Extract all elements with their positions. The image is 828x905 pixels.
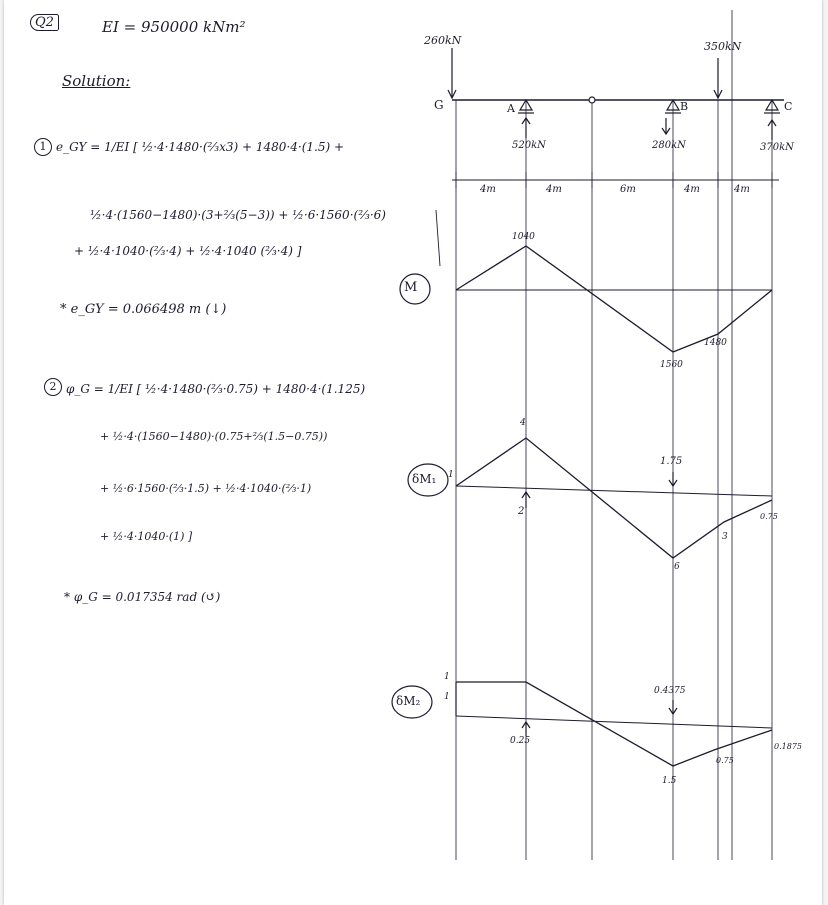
dm1-v075-label: 0.75 [760, 512, 778, 521]
m-min2-label: 1480 [704, 338, 727, 348]
question-label: Q2 [30, 14, 59, 31]
dm2-left-side-label: 1 [444, 692, 450, 702]
m-diagram-label: M [404, 280, 418, 295]
paper-sheet [4, 0, 822, 905]
node-a-label: A [507, 102, 515, 115]
dm2-v075-label: 0.75 [716, 756, 734, 765]
dm1-a-label: 2 [518, 506, 525, 517]
part2-line1: φ_G = 1/EI [ ½·4·1480·(⅔·0.75) + 1480·4·(1.125) [66, 382, 366, 396]
dm1-left-label: 1 [448, 470, 454, 480]
span-2-label: 4m [546, 184, 562, 195]
span-3-label: 6m [620, 184, 636, 195]
support-c [766, 100, 778, 110]
part2-line4: + ½·4·1040·(1) ] [100, 530, 193, 543]
dm1-diagram-label: δM₁ [412, 472, 437, 486]
m-diagram [456, 246, 772, 352]
solution-title: Solution: [62, 72, 131, 90]
hinge [589, 97, 595, 103]
span-4-label: 4m [684, 184, 700, 195]
ei-value: EI = 950000 kNm² [102, 18, 246, 36]
m-min1-label: 1560 [660, 360, 683, 370]
part2-line3: + ½·6·1560·(⅔·1.5) + ½·4·1040·(⅔·1) [100, 482, 312, 495]
support-b [667, 100, 679, 110]
dm2-end-label: 0.1875 [774, 742, 802, 751]
reaction-a-label: 520kN [512, 140, 546, 151]
dm2-b-top-label: 0.4375 [654, 686, 686, 696]
part1-result: * e_GY = 0.066498 m (↓) [60, 302, 227, 317]
dm1-min-label: 6 [674, 562, 680, 572]
dm2-diagram [456, 682, 772, 766]
load-g-label: 260kN [424, 34, 462, 47]
part1-line2: ½·4·(1560−1480)·(3+⅔(5−3)) + ½·6·1560·(⅔·6) [90, 208, 386, 222]
dm1-peak-label: 4 [520, 418, 526, 428]
dm2-baseline [456, 716, 772, 728]
part2-number: 2 [44, 378, 62, 396]
dm1-baseline [456, 486, 772, 496]
part1-number: 1 [34, 138, 52, 156]
support-a [520, 100, 532, 110]
node-g-label: G [434, 98, 444, 112]
dm1-unit-load-label: 1.75 [660, 456, 683, 467]
part1-line3: + ½·4·1040·(⅔·4) + ½·4·1040 (⅔·4) ] [74, 244, 302, 258]
reaction-c-label: 370kN [760, 142, 794, 153]
dm1-v3-label: 3 [722, 532, 728, 542]
node-b-label: B [680, 100, 689, 113]
load-arrowhead-g [448, 90, 456, 98]
dm2-left-top-label: 1 [444, 672, 450, 682]
node-c-label: C [784, 100, 793, 113]
span-5-label: 4m [734, 184, 750, 195]
reaction-b-label: 280kN [652, 140, 686, 151]
part1-line1: e_GY = 1/EI [ ½·4·1480·(⅔x3) + 1480·4·(1.5) + [56, 140, 345, 154]
part2-result: * φ_G = 0.017354 rad (↺) [64, 590, 221, 604]
load-right-label: 350kN [704, 40, 742, 53]
m-peak-label: 1040 [512, 232, 535, 242]
dm2-min-label: 1.5 [662, 776, 677, 786]
dm2-a-label: 0.25 [510, 736, 531, 746]
part2-line2: + ½·4·(1560−1480)·(0.75+⅔(1.5−0.75)) [100, 430, 328, 443]
span-1-label: 4m [480, 184, 496, 195]
dm2-diagram-label: δM₂ [396, 694, 421, 708]
structure-drawing [4, 0, 822, 905]
load-arrowhead-right [714, 90, 722, 98]
